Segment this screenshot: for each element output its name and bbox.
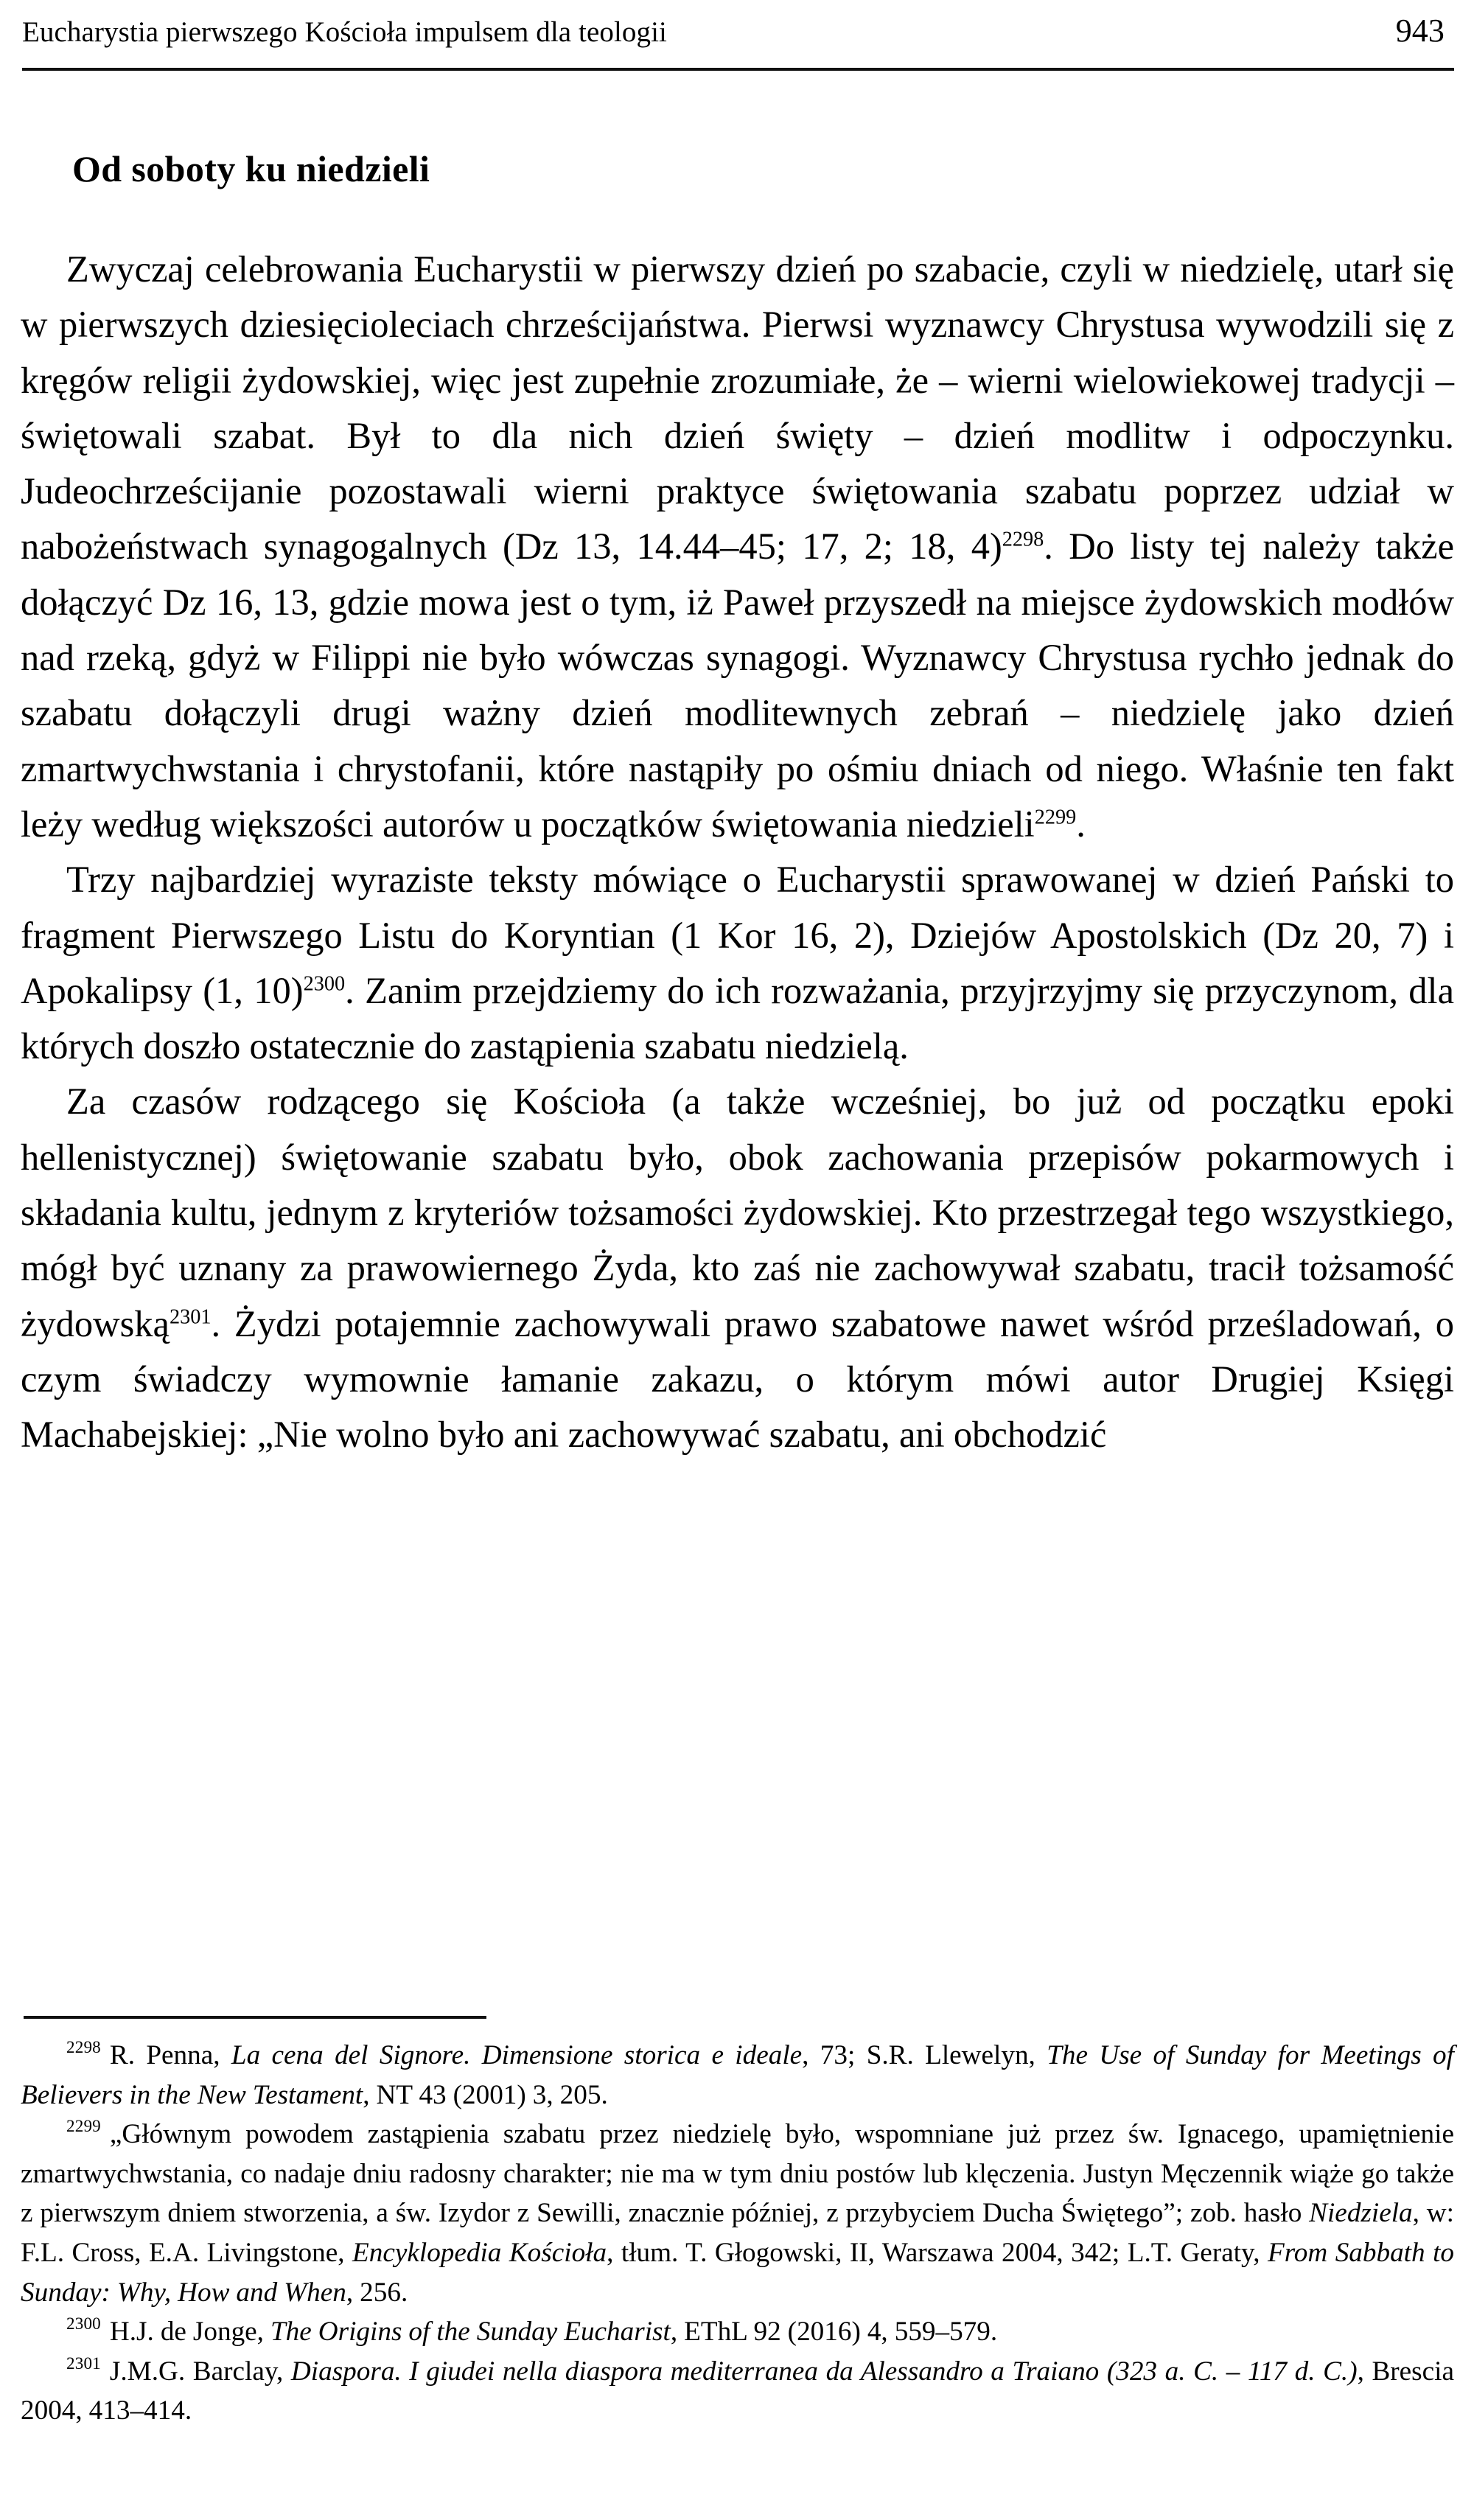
footnote-2301-segment-2: , Brescia 2004, 413–414.: [21, 2356, 1454, 2426]
paragraph-1-text-a: Zwyczaj celebrowania Eucharystii w pierwszy dzień po szabacie, czyli w niedzielę, utarł się w pierwszych dziesięcioleciach chrześcijaństwa. Pierwsi wyznawcy Chrystusa wywodzili się z kręgów religii żydowskiej, więc jest zupełnie zrozumiałe, że – wierni wielowiekowej tradycji – świętowali szabat. Był to dla nich dzień święty – dzień modlitw i odpoczynku. Judeochrześcijanie pozostawali wierni praktyce świętowania szabatu poprzez udział w nabożeństwach synagogalnych (Dz 13, 14.44–45; 17, 2; 18, 4): [21, 248, 1454, 568]
footnote-2299-segment-1: Niedziela: [1309, 2198, 1413, 2229]
footnote-ref-2300[interactable]: 2300: [303, 972, 346, 996]
footnote-number-2301[interactable]: 2301: [66, 2353, 101, 2373]
paragraph-3-text-a: Za czasów rodzącego się Kościoła (a także wcześniej, bo już od początku epoki hellenistycznej) świętowanie szabatu było, obok zachowania przepisów pokarmowych i składania kultu, jednym z kryteriów tożsamości żydowskiej. Kto przestrzegał tego wszystkiego, mógł być uznany za prawowiernego Żyda, kto zaś nie zachowywał szabatu, tracił tożsamość żydowską: [21, 1081, 1454, 1344]
footnote-2298-segment-4: , NT 43 (2001) 3, 205.: [363, 2079, 608, 2110]
page-number: 943: [1395, 13, 1445, 49]
footnote-2300: [21, 2312, 1454, 2352]
footnote-2300-segment-1: The Origins of the Sunday Eucharist: [270, 2317, 671, 2348]
running-head-title: Eucharystia pierwszego Kościoła impulsem dla teologii: [22, 16, 667, 48]
footnote-2298-segment-3: The Use of Sunday for Meetings of Believers in the New Testament: [21, 2040, 1454, 2110]
paragraph-2-text-a: Trzy najbardziej wyraziste teksty mówiące o Eucharystii sprawowanej w dzień Pański to fragment Pierwszego Listu do Koryntian (1 Kor 16, 2), Dziejów Apostolskich (Dz 20, 7) i Apokalipsy (1, 10): [21, 859, 1454, 1011]
paragraph-1-text-c: .: [1076, 803, 1086, 845]
footnote-2299-segment-3: Encyklopedia Kościoła: [352, 2237, 607, 2268]
paragraph-1: [21, 242, 1454, 852]
footnote-2299-segment-0: „Głównym powodem zastąpienia szabatu przez niedzielę było, wspomniane już przez św. Ignacego, upamiętnienie zmartwychwstania, co nadaje dniu radosny charakter; nie ma w tym dniu postów lub klęczenia. Justyn Męczennik wiąże go także z pierwszym dniem stworzenia, a św. Izydor z Sewilli, znacznie później, z przybyciem Ducha Świętego”; zob. hasło: [21, 2119, 1454, 2229]
footnote-2299-segment-5: From Sabbath to Sunday: Why, How and When: [21, 2237, 1454, 2308]
footnote-2301-segment-0: J.M.G. Barclay,: [109, 2356, 291, 2387]
footnote-2301-segment-1: Diaspora. I giudei nella diaspora mediterranea da Alessandro a Traiano (323 a. C. – 117 d. C.): [290, 2356, 1358, 2387]
section-heading: Od soboty ku niedzieli: [72, 147, 430, 189]
footnote-2299-segment-6: , 256.: [346, 2277, 408, 2308]
footnote-2301: [21, 2352, 1454, 2431]
paragraph-3-text-b: . Żydzi potajemnie zachowywali prawo szabatowe nawet wśród prześladowań, o czym świadczy wymownie łamanie zakazu, o którym mówi autor Drugiej Księgi Machabejskiej: „Nie wolno było ani zachowywać szabatu, ani obchodzić: [21, 1302, 1454, 1456]
footnote-2298-segment-1: La cena del Signore. Dimensione storica e ideale: [231, 2040, 803, 2070]
footnote-ref-2299[interactable]: 2299: [1034, 806, 1077, 829]
paragraph-2-text-b: . Zanim przejdziemy do ich rozważania, przyjrzyjmy się przyczynom, dla których doszło ostatecznie do zastąpienia szabatu niedzielą.: [21, 969, 1455, 1067]
footnote-number-2300[interactable]: 2300: [66, 2313, 101, 2333]
header-rule: [22, 68, 1454, 71]
paragraph-1-text-b: . Do listy tej należy także dołączyć Dz 16, 13, gdzie mowa jest o tym, iż Paweł przyszedł na miejsce żydowskich modłów nad rzeką, gdyż w Filippi nie było wówczas synagogi. Wyznawcy Chrystusa rychło jednak do szabatu dołączyli drugi ważny dzień modlitewnych zebrań – niedzielę jako dzień zmartwychwstania i chrystofanii, które nastąpiły po ośmiu dniach od niego. Właśnie ten fakt leży według większości autorów u początków świętowania niedzieli: [21, 526, 1454, 845]
footnote-ref-2301[interactable]: 2301: [169, 1305, 212, 1329]
footnote-separator-rule: [24, 2016, 486, 2019]
footnote-2300-segment-0: H.J. de Jonge,: [109, 2317, 270, 2348]
footnote-2298-segment-2: , 73; S.R. Llewelyn,: [802, 2040, 1047, 2070]
footnote-2299: [21, 2115, 1454, 2312]
running-head: [22, 15, 1452, 47]
footnote-2299-segment-2: , w: F.L. Cross, E.A. Livingstone,: [21, 2198, 1454, 2268]
body-text: [21, 242, 1454, 1463]
footnote-2300-segment-2: , EThL 92 (2016) 4, 559–579.: [670, 2317, 998, 2348]
footnote-number-2298[interactable]: 2298: [66, 2036, 101, 2056]
footnote-ref-2298[interactable]: 2298: [1002, 528, 1044, 551]
paragraph-3: [21, 1074, 1454, 1462]
footnote-2298: [21, 2036, 1454, 2115]
footnote-2299-segment-4: , tłum. T. Głogowski, II, Warszawa 2004, 342; L.T. Geraty,: [607, 2237, 1268, 2268]
footnote-number-2299[interactable]: 2299: [66, 2115, 101, 2135]
footnotes-block: [21, 2036, 1454, 2431]
paragraph-2: [21, 852, 1454, 1074]
footnote-2298-segment-0: R. Penna,: [109, 2040, 231, 2070]
